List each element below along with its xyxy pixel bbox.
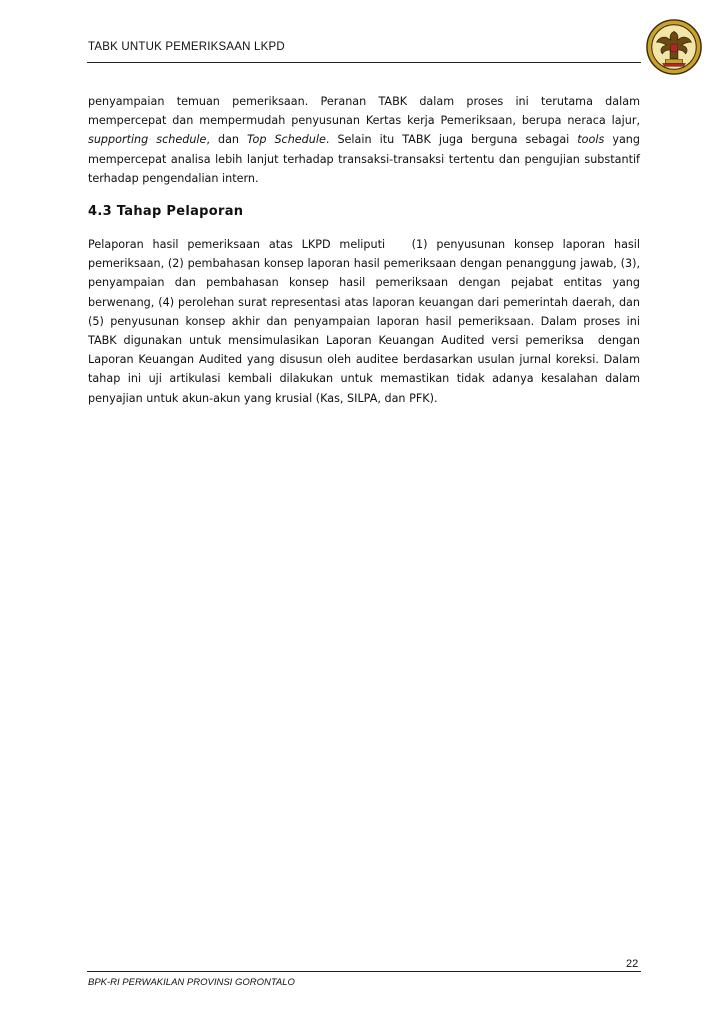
italic-term-supporting-schedule: supporting schedule <box>88 133 207 147</box>
header-divider <box>87 62 641 63</box>
page-number: 22 <box>626 958 639 970</box>
paragraph-intro-text-3: . Selain itu TABK juga berguna sebagai <box>325 133 578 147</box>
paragraph-reporting: Pelaporan hasil pemeriksaan atas LKPD meliputi (1) penyusunan konsep laporan hasil pemeriksaan, (2) pembahasan konsep laporan hasil pemeriksaan dengan penanggung jawab, (3), penyampaian dan pembahasan konsep hasil pemeriksaan dengan pejabat entitas yang berwenang, (4) perolehan surat representasi atas laporan keuangan dari pemerintah daerah, dan (5) penyusunan konsep akhir dan penyampaian laporan hasil pemeriksaan. Dalam proses ini TABK digunakan untuk mensimulasikan Laporan Keuangan Audited versi pemeriksa dengan Laporan Keuangan Audited yang disusun oleh auditee berdasarkan usulan jurnal koreksi. Dalam tahap ini uji artikulasi kembali dilakukan untuk memastikan tidak adanya kesalahan dalam penyajian untuk akun-akun yang krusial (Kas, SILPA, dan PFK). <box>88 238 644 405</box>
footer-divider <box>87 971 641 972</box>
paragraph-intro <box>88 92 640 188</box>
paragraph-intro-text-4: yang mempercepat analisa lebih lanjut terhadap transaksi-transaksi tertentu dan pengujian substantif terhadap pengendalian intern. <box>88 133 640 185</box>
paragraph-intro-text-1: penyampaian temuan pemeriksaan. Peranan TABK dalam proses ini terutama dalam mempercepat dan mempermudah penyusunan Kertas kerja Pemeriksaan, berupa neraca lajur, <box>88 95 640 128</box>
paragraph-intro-text-2: , dan <box>206 133 248 147</box>
garuda-emblem-icon <box>645 18 703 76</box>
italic-term-top-schedule: Top Schedule <box>247 133 326 147</box>
section-heading: 4.3 Tahap Pelaporan <box>88 204 244 220</box>
italic-term-tools: tools <box>577 133 605 147</box>
document-body <box>88 92 644 408</box>
running-header-title: TABK UNTUK PEMERIKSAAN LKPD <box>88 41 285 53</box>
footer-organization: BPK-RI PERWAKILAN PROVINSI GORONTALO <box>88 977 295 988</box>
